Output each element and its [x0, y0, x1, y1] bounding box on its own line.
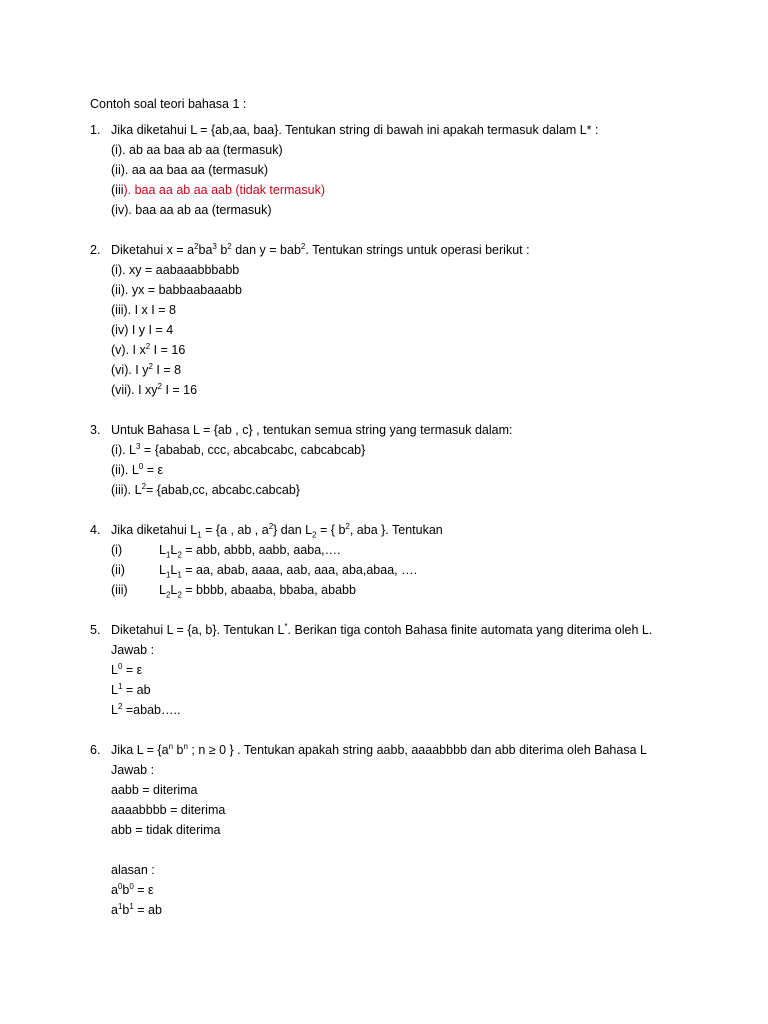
question-prompt: Jika diketahui $L_1 = \{a$ , ab , $a^2$} dan $L_2$ = { $b^2$, aba }. Tentukan: [111, 521, 443, 540]
question-number: 5.: [90, 623, 101, 637]
answer-line: (iii). $L^2=$ {abab,cc, abcabc.cabcab}: [111, 481, 300, 497]
answer-line: $L^0 = \varepsilon$: [111, 661, 143, 677]
question-6: [90, 740, 750, 920]
page-title: Contoh soal teori bahasa 1 :: [90, 97, 247, 111]
answer-line: (iii) $L_2L_2$ = bbbb, abaaba, bbaba, ababb: [111, 583, 356, 600]
answer-line: (vi). I $y^2$ I = 8: [111, 361, 182, 377]
question-prompt: Jika $L = \{a^n$ $b^n$ ; n ≥ 0 } . Tentukan apakah string aabb, aaaabbbb dan abb diterima oleh Bahasa L: [111, 741, 647, 757]
reason-line: $a^1b^1$ = ab: [111, 901, 162, 917]
question-2: [90, 240, 750, 400]
answer-line: abb = tidak diterima: [111, 823, 221, 837]
answer-line: [111, 180, 750, 200]
question-number: 2.: [90, 243, 101, 257]
answer-line: (v). I $x^2$ I = 16: [111, 341, 186, 357]
question-prompt: Jika diketahui L = {ab,aa, baa}. Tentukan string di bawah ini apakah termasuk dalam L* :: [111, 123, 599, 137]
answer-line: (iv). baa aa ab aa (termasuk): [111, 203, 272, 217]
question-number: 3.: [90, 423, 101, 437]
question-prompt: Untuk Bahasa L = {ab , c} , tentukan semua string yang termasuk dalam:: [111, 423, 513, 437]
reason-line: $a^0b^0 = \varepsilon$: [111, 881, 154, 897]
answer-line: (ii). $L^0 = \varepsilon$: [111, 461, 164, 477]
answer-label: Jawab :: [111, 643, 155, 657]
highlighted-answer: ). baa aa ab aa aab (tidak termasuk): [123, 183, 326, 197]
answer-line: $L^1$ = ab: [111, 681, 151, 697]
answer-line: (i) $L_1L_2$ = abb, abbb, aabb, aaba,….: [111, 543, 341, 560]
question-prompt: Diketahui $x = a^2ba^3$ $b^2$ dan y = bab$^2$. Tentukan strings untuk operasi berikut :: [111, 241, 530, 257]
answer-line: (vii). I $xy^2$ I = 16: [111, 381, 198, 397]
question-1: [90, 120, 750, 220]
answer-prefix: (iii: [111, 183, 124, 197]
reason-label: alasan :: [111, 863, 155, 877]
answer-line: (ii). yx = babbaabaaabb: [111, 283, 242, 297]
answer-line: (iv) I y I = 4: [111, 323, 174, 337]
question-prompt: Diketahui L = {a, b}. Tentukan L*. Berikan tiga contoh Bahasa finite automata yang diterima oleh L.: [111, 621, 653, 637]
question-4: [90, 520, 750, 600]
answer-line: (ii). aa aa baa aa (termasuk): [111, 163, 269, 177]
question-5: [90, 620, 750, 720]
question-3: [90, 420, 750, 500]
answer-line: (ii) $L_1L_1$ = aa, abab, aaaa, aab, aaa, aba,abaa, ….: [111, 563, 418, 580]
answer-line: (i). ab aa baa ab aa (termasuk): [111, 143, 283, 157]
question-number: 1.: [90, 123, 101, 137]
question-number: 6.: [90, 743, 101, 757]
answer-line: (iii). I x I = 8: [111, 303, 176, 317]
answer-line: (i). $L^3$ = {ababab, ccc, abcabcabc, cabcabcab}: [111, 441, 366, 457]
document-page: [90, 94, 750, 920]
answer-line: aaaabbbb = diterima: [111, 803, 226, 817]
answer-line: (i). xy = aabaaabbbabb: [111, 263, 240, 277]
answer-line: aabb = diterima: [111, 783, 198, 797]
answer-line: $L^2$ =abab…..: [111, 701, 181, 717]
answer-label: Jawab :: [111, 763, 155, 777]
question-number: 4.: [90, 523, 101, 537]
